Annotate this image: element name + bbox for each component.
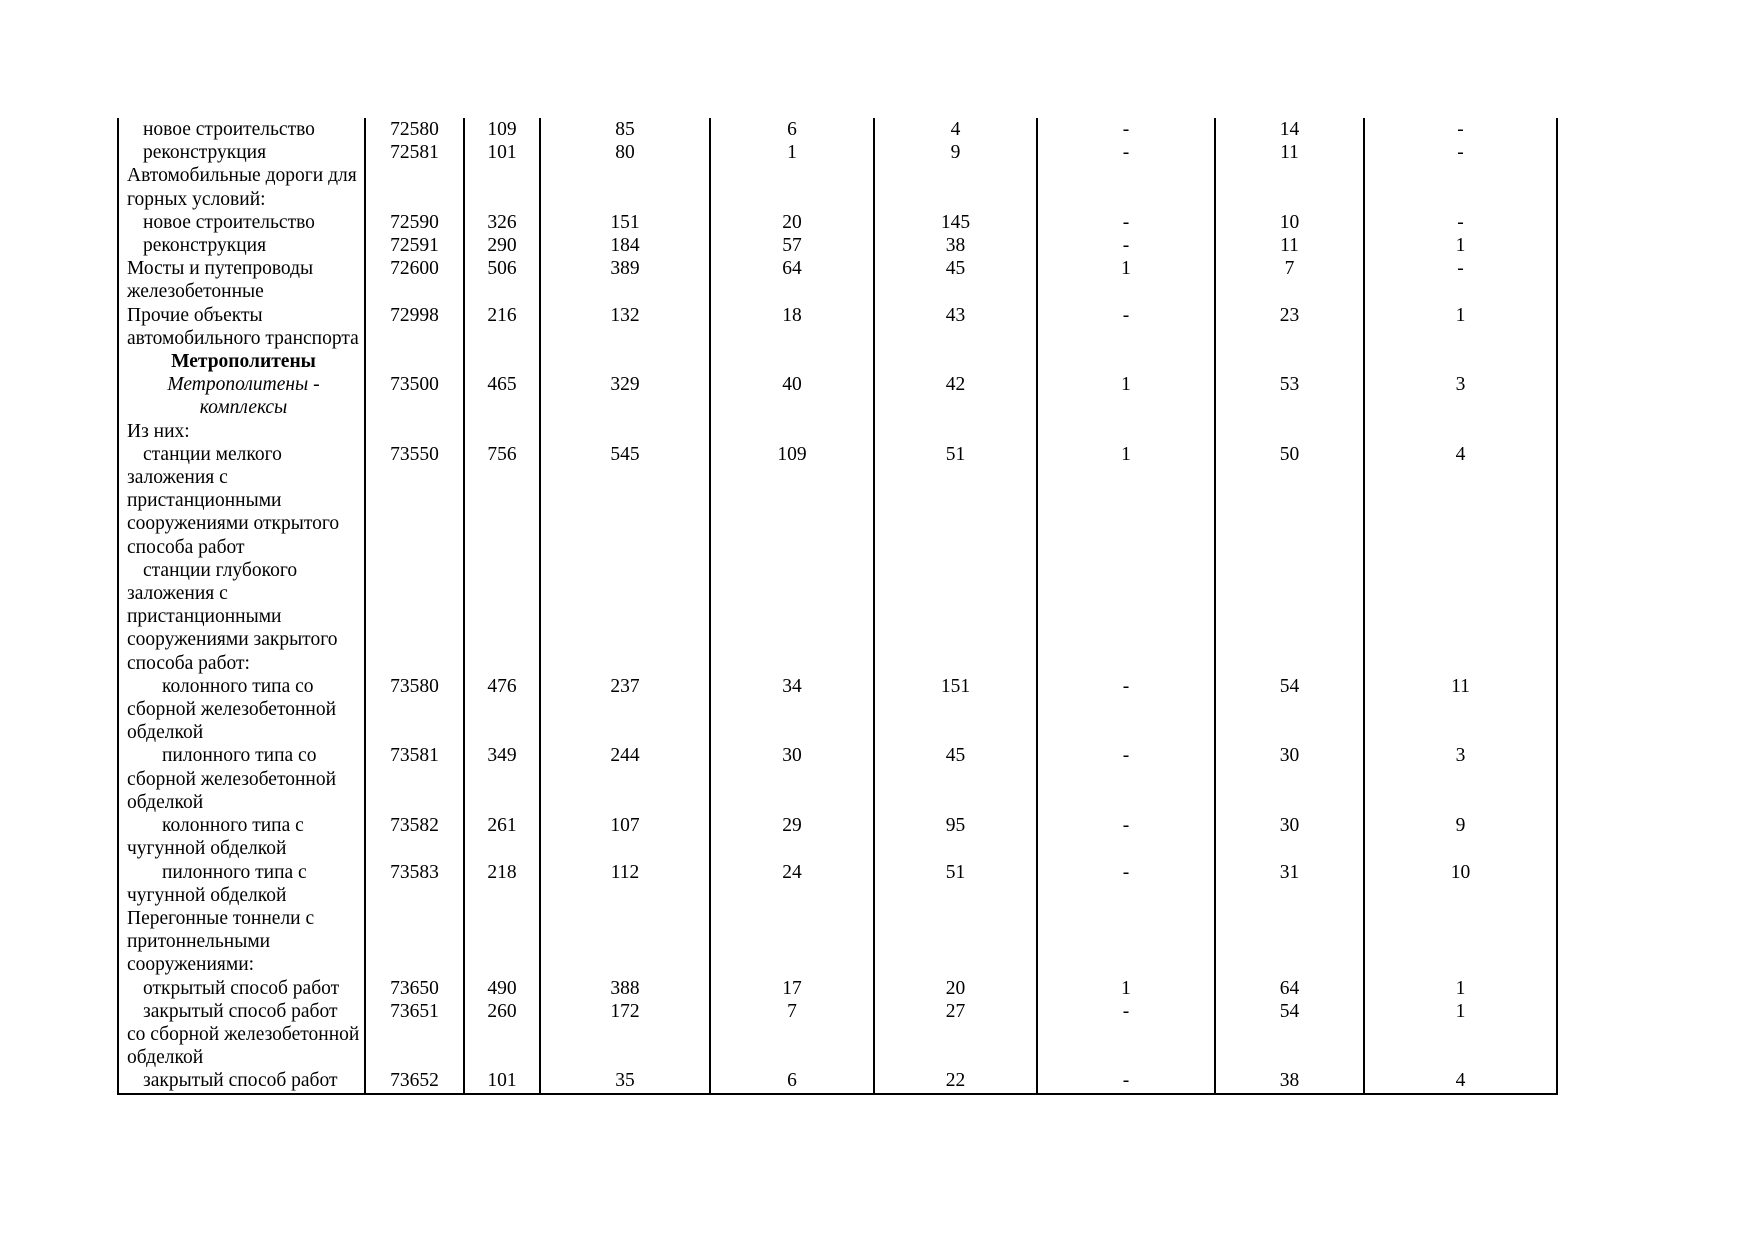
value-cell: [874, 420, 1037, 443]
value-cell: 1: [1364, 304, 1557, 350]
value-cell: 506: [464, 257, 540, 303]
table-row: [118, 559, 1557, 675]
value-cell: -: [1364, 257, 1557, 303]
value-cell: 545: [540, 443, 710, 559]
row-code-cell: 73582: [365, 814, 464, 860]
value-cell: 1: [1364, 977, 1557, 1000]
table-row: [118, 141, 1557, 164]
value-cell: 4: [874, 118, 1037, 141]
value-cell: 43: [874, 304, 1037, 350]
row-label: Перегонные тоннели с притоннельными сооружениями:: [118, 907, 365, 977]
value-cell: -: [1037, 211, 1215, 234]
row-label: закрытый способ работ: [118, 1069, 365, 1093]
value-cell: 109: [464, 118, 540, 141]
value-cell: [710, 907, 874, 977]
value-cell: 17: [710, 977, 874, 1000]
table-row: [118, 814, 1557, 860]
value-cell: [1215, 907, 1364, 977]
value-cell: 51: [874, 861, 1037, 907]
value-cell: -: [1364, 118, 1557, 141]
value-cell: [1364, 350, 1557, 373]
value-cell: [540, 350, 710, 373]
value-cell: 64: [1215, 977, 1364, 1000]
value-cell: 244: [540, 744, 710, 814]
value-cell: 95: [874, 814, 1037, 860]
row-code-cell: [365, 350, 464, 373]
value-cell: [464, 420, 540, 443]
value-cell: 10: [1364, 861, 1557, 907]
value-cell: 132: [540, 304, 710, 350]
row-label: открытый способ работ: [118, 977, 365, 1000]
value-cell: [464, 907, 540, 977]
value-cell: [540, 420, 710, 443]
value-cell: 11: [1215, 234, 1364, 257]
value-cell: [1364, 164, 1557, 210]
value-cell: 1: [1364, 234, 1557, 257]
value-cell: 260: [464, 1000, 540, 1070]
value-cell: 40: [710, 373, 874, 419]
value-cell: [464, 164, 540, 210]
value-cell: 50: [1215, 443, 1364, 559]
value-cell: 51: [874, 443, 1037, 559]
value-cell: 1: [1037, 977, 1215, 1000]
value-cell: [1037, 559, 1215, 675]
row-label: Из них:: [118, 420, 365, 443]
value-cell: [464, 350, 540, 373]
row-code-cell: [365, 559, 464, 675]
value-cell: 11: [1364, 675, 1557, 745]
value-cell: 465: [464, 373, 540, 419]
table-row: [118, 744, 1557, 814]
value-cell: [1215, 420, 1364, 443]
row-label: колонного типа с чугунной обделкой: [118, 814, 365, 860]
value-cell: [874, 350, 1037, 373]
value-cell: 18: [710, 304, 874, 350]
value-cell: 4: [1364, 1069, 1557, 1093]
value-cell: 85: [540, 118, 710, 141]
value-cell: 30: [710, 744, 874, 814]
value-cell: 35: [540, 1069, 710, 1093]
value-cell: [1037, 164, 1215, 210]
value-cell: -: [1037, 1069, 1215, 1093]
value-cell: 22: [874, 1069, 1037, 1093]
value-cell: [1364, 559, 1557, 675]
value-cell: 388: [540, 977, 710, 1000]
table-row: [118, 443, 1557, 559]
value-cell: 45: [874, 257, 1037, 303]
value-cell: 756: [464, 443, 540, 559]
table-row: [118, 118, 1557, 141]
value-cell: 14: [1215, 118, 1364, 141]
value-cell: [710, 559, 874, 675]
value-cell: 45: [874, 744, 1037, 814]
row-label: станции мелкого заложения с пристанционными сооружениями открытого способа работ: [118, 443, 365, 559]
value-cell: 490: [464, 977, 540, 1000]
value-cell: [1037, 420, 1215, 443]
row-label: реконструкция: [118, 141, 365, 164]
value-cell: [540, 164, 710, 210]
row-code-cell: 72600: [365, 257, 464, 303]
value-cell: 1: [1037, 373, 1215, 419]
row-label: пилонного типа с чугунной обделкой: [118, 861, 365, 907]
row-label: закрытый способ работ со сборной железобетонной обделкой: [118, 1000, 365, 1070]
value-cell: [1215, 350, 1364, 373]
value-cell: 1: [710, 141, 874, 164]
value-cell: 151: [540, 211, 710, 234]
value-cell: 9: [874, 141, 1037, 164]
row-code-cell: 73652: [365, 1069, 464, 1093]
table-row: [118, 234, 1557, 257]
table-row: [118, 304, 1557, 350]
value-cell: 112: [540, 861, 710, 907]
value-cell: 1: [1037, 257, 1215, 303]
value-cell: -: [1037, 814, 1215, 860]
value-cell: [874, 907, 1037, 977]
table-row: [118, 1000, 1557, 1070]
row-label: Прочие объекты автомобильного транспорта: [118, 304, 365, 350]
row-code-cell: 73580: [365, 675, 464, 745]
value-cell: 151: [874, 675, 1037, 745]
value-cell: 7: [1215, 257, 1364, 303]
value-cell: 38: [874, 234, 1037, 257]
value-cell: 290: [464, 234, 540, 257]
value-cell: 38: [1215, 1069, 1364, 1093]
value-cell: [874, 164, 1037, 210]
table-body: [118, 118, 1557, 1094]
value-cell: 1: [1364, 1000, 1557, 1070]
table-row: [118, 257, 1557, 303]
row-code-cell: 72580: [365, 118, 464, 141]
value-cell: [540, 559, 710, 675]
value-cell: 10: [1215, 211, 1364, 234]
row-code-cell: 73581: [365, 744, 464, 814]
value-cell: -: [1037, 141, 1215, 164]
value-cell: 30: [1215, 814, 1364, 860]
value-cell: 6: [710, 1069, 874, 1093]
row-label: Метрополитены - комплексы: [118, 373, 365, 419]
value-cell: [1037, 350, 1215, 373]
row-label: станции глубокого заложения с пристанционными сооружениями закрытого способа работ:: [118, 559, 365, 675]
value-cell: -: [1364, 211, 1557, 234]
value-cell: 9: [1364, 814, 1557, 860]
value-cell: -: [1037, 861, 1215, 907]
value-cell: 476: [464, 675, 540, 745]
value-cell: [464, 559, 540, 675]
value-cell: 101: [464, 1069, 540, 1093]
value-cell: 24: [710, 861, 874, 907]
table-row: [118, 373, 1557, 419]
value-cell: -: [1037, 118, 1215, 141]
row-code-cell: [365, 420, 464, 443]
value-cell: [1215, 559, 1364, 675]
table-row: [118, 1069, 1557, 1093]
value-cell: 57: [710, 234, 874, 257]
data-table: [117, 118, 1558, 1095]
row-label: Автомобильные дороги для горных условий:: [118, 164, 365, 210]
value-cell: 29: [710, 814, 874, 860]
row-label: Мосты и путепроводы железобетонные: [118, 257, 365, 303]
row-label: новое строительство: [118, 211, 365, 234]
row-code-cell: 73500: [365, 373, 464, 419]
value-cell: [1215, 164, 1364, 210]
row-label: Метрополитены: [118, 350, 365, 373]
value-cell: 216: [464, 304, 540, 350]
value-cell: [1364, 420, 1557, 443]
value-cell: 6: [710, 118, 874, 141]
value-cell: -: [1037, 234, 1215, 257]
value-cell: [710, 350, 874, 373]
table-row: [118, 420, 1557, 443]
value-cell: 1: [1037, 443, 1215, 559]
row-label: пилонного типа со сборной железобетонной обделкой: [118, 744, 365, 814]
value-cell: 389: [540, 257, 710, 303]
row-code-cell: 73651: [365, 1000, 464, 1070]
value-cell: 27: [874, 1000, 1037, 1070]
row-code-cell: 73650: [365, 977, 464, 1000]
value-cell: 20: [874, 977, 1037, 1000]
value-cell: -: [1364, 141, 1557, 164]
row-code-cell: 73550: [365, 443, 464, 559]
value-cell: 64: [710, 257, 874, 303]
value-cell: 101: [464, 141, 540, 164]
value-cell: 4: [1364, 443, 1557, 559]
table-row: [118, 977, 1557, 1000]
value-cell: 3: [1364, 373, 1557, 419]
row-code-cell: [365, 907, 464, 977]
value-cell: -: [1037, 304, 1215, 350]
value-cell: 20: [710, 211, 874, 234]
row-label: новое строительство: [118, 118, 365, 141]
value-cell: [710, 164, 874, 210]
row-code-cell: [365, 164, 464, 210]
value-cell: 3: [1364, 744, 1557, 814]
row-label: колонного типа со сборной железобетонной обделкой: [118, 675, 365, 745]
table-row: [118, 861, 1557, 907]
value-cell: [874, 559, 1037, 675]
table-row: [118, 907, 1557, 977]
value-cell: [1037, 907, 1215, 977]
value-cell: [710, 420, 874, 443]
value-cell: 145: [874, 211, 1037, 234]
table-row: [118, 211, 1557, 234]
row-label: реконструкция: [118, 234, 365, 257]
value-cell: 11: [1215, 141, 1364, 164]
value-cell: 23: [1215, 304, 1364, 350]
row-code-cell: 72591: [365, 234, 464, 257]
table-row: [118, 675, 1557, 745]
value-cell: 109: [710, 443, 874, 559]
value-cell: 326: [464, 211, 540, 234]
value-cell: -: [1037, 744, 1215, 814]
row-code-cell: 72581: [365, 141, 464, 164]
value-cell: 349: [464, 744, 540, 814]
value-cell: 7: [710, 1000, 874, 1070]
value-cell: 30: [1215, 744, 1364, 814]
value-cell: 53: [1215, 373, 1364, 419]
value-cell: 42: [874, 373, 1037, 419]
value-cell: -: [1037, 1000, 1215, 1070]
value-cell: [540, 907, 710, 977]
value-cell: -: [1037, 675, 1215, 745]
value-cell: 172: [540, 1000, 710, 1070]
row-code-cell: 72998: [365, 304, 464, 350]
value-cell: 34: [710, 675, 874, 745]
value-cell: [1364, 907, 1557, 977]
value-cell: 107: [540, 814, 710, 860]
value-cell: 31: [1215, 861, 1364, 907]
value-cell: 54: [1215, 1000, 1364, 1070]
value-cell: 80: [540, 141, 710, 164]
value-cell: 329: [540, 373, 710, 419]
value-cell: 184: [540, 234, 710, 257]
table-row: [118, 164, 1557, 210]
value-cell: 261: [464, 814, 540, 860]
table-row: [118, 350, 1557, 373]
row-code-cell: 73583: [365, 861, 464, 907]
value-cell: 54: [1215, 675, 1364, 745]
value-cell: 237: [540, 675, 710, 745]
row-code-cell: 72590: [365, 211, 464, 234]
value-cell: 218: [464, 861, 540, 907]
